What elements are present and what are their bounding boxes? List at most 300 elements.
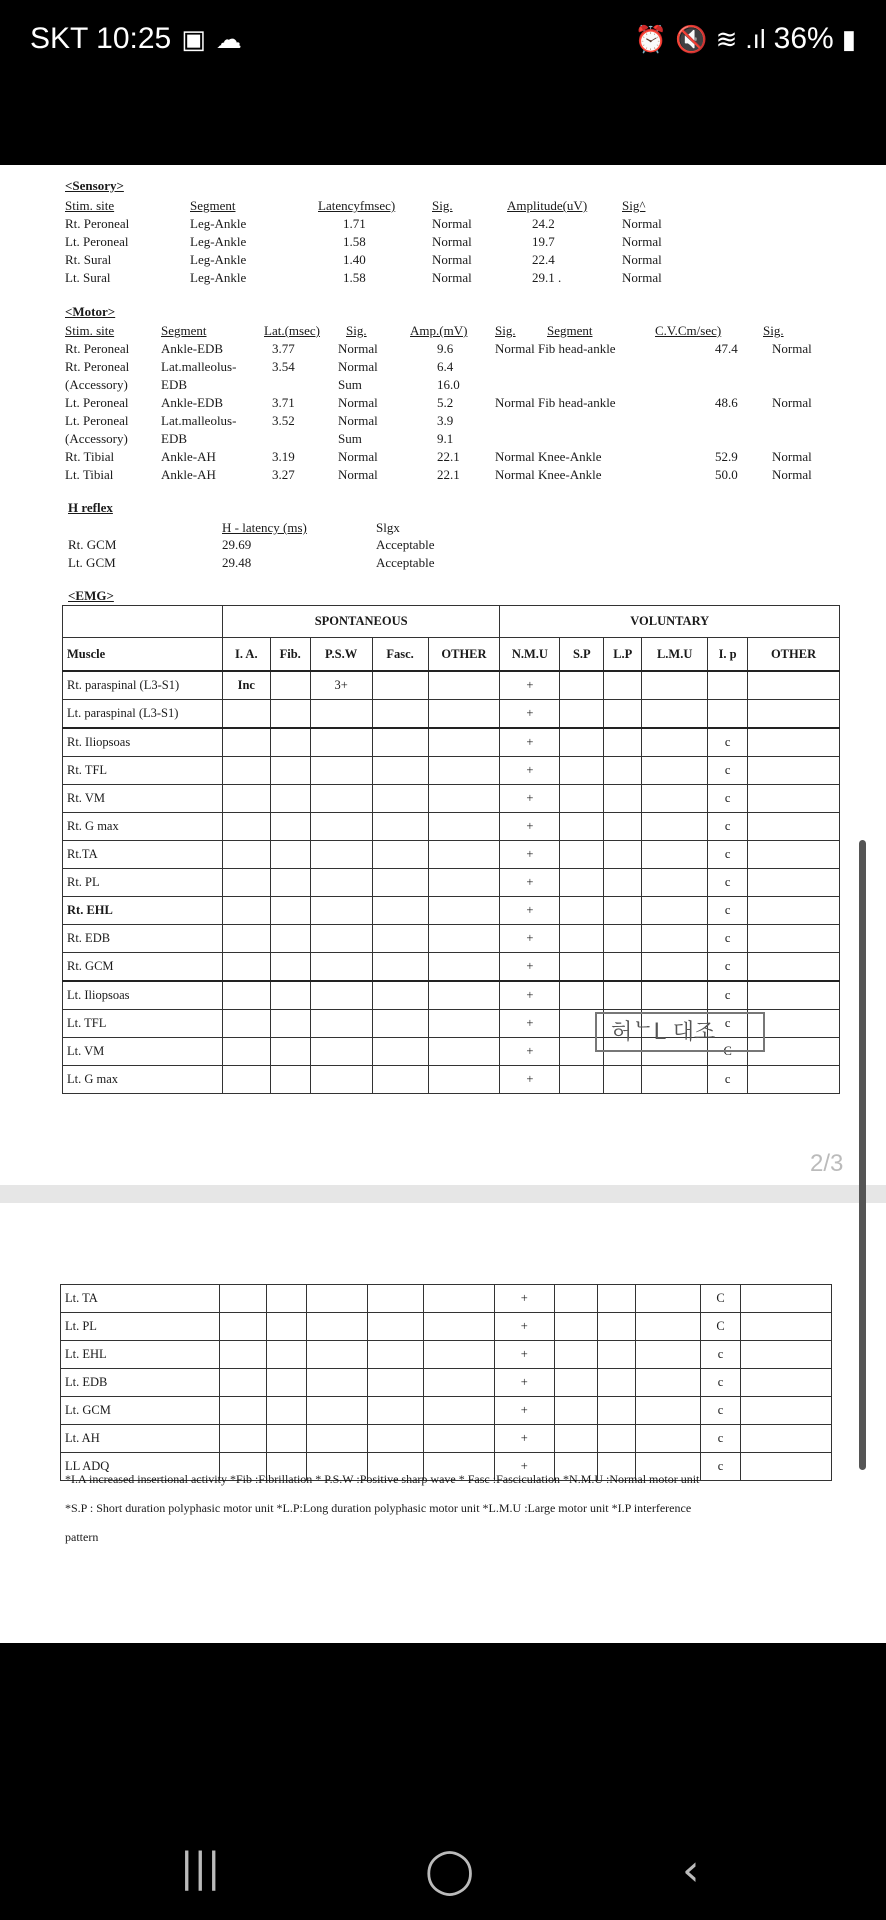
emg-cell (642, 1066, 708, 1094)
motor-cell: Normal (338, 413, 378, 428)
motor-header: Segment (161, 323, 207, 338)
emg-cell: Rt. EDB (63, 925, 223, 953)
h-reflex-cell: Lt. GCM (68, 555, 116, 570)
emg-cell: C (708, 1038, 748, 1066)
emg-cell (372, 813, 428, 841)
emg-cell (428, 1010, 500, 1038)
emg-cell (560, 813, 604, 841)
emg-cell (267, 1313, 307, 1341)
emg-cell (306, 1369, 367, 1397)
emg-cell (372, 700, 428, 729)
emg-cell (270, 981, 310, 1010)
emg-column-header: L.P (604, 638, 642, 672)
wifi-icon: ≋ (715, 24, 738, 54)
emg-cell (428, 897, 500, 925)
emg-cell: Lt. GCM (61, 1397, 220, 1425)
motor-cell: 3.52 (272, 413, 295, 428)
emg-cell: c (708, 981, 748, 1010)
emg-cell (560, 700, 604, 729)
emg-cell (306, 1285, 367, 1313)
emg-cell (642, 925, 708, 953)
scrollbar[interactable] (859, 840, 866, 1470)
emg-cell (554, 1313, 598, 1341)
emg-cell (560, 953, 604, 982)
emg-cell (554, 1341, 598, 1369)
emg-cell (368, 1369, 423, 1397)
emg-cell: + (495, 1341, 554, 1369)
emg-cell (372, 1066, 428, 1094)
emg-cell (748, 757, 840, 785)
emg-cell (554, 1369, 598, 1397)
motor-header: Amp.(mV) (410, 323, 468, 338)
emg-cell: 3+ (310, 671, 372, 700)
emg-cell: + (495, 1369, 554, 1397)
sensory-cell: 1.58 (343, 234, 366, 249)
sensory-header: Segment (190, 198, 236, 213)
emg-cell (604, 757, 642, 785)
emg-cell (748, 728, 840, 757)
motor-header: Lat.(msec) (264, 323, 320, 338)
emg-cell: Lt. EDB (61, 1369, 220, 1397)
emg-cell: c (708, 925, 748, 953)
emg-cell: + (500, 728, 560, 757)
emg-cell (642, 953, 708, 982)
home-button[interactable]: ◯ (425, 1845, 475, 1896)
table-row (63, 671, 840, 700)
emg-cell (748, 869, 840, 897)
status-bar (0, 0, 886, 165)
motor-cell: 3.54 (272, 359, 295, 374)
emg-cell: + (500, 1010, 560, 1038)
motor-header: C.V.Cm/sec) (655, 323, 722, 338)
emg-cell (635, 1397, 700, 1425)
emg-cell: c (701, 1397, 741, 1425)
emg-cell (740, 1397, 831, 1425)
motor-cell: Normal Fib head-ankle (495, 395, 616, 410)
motor-cell: Rt. Peroneal (65, 341, 130, 356)
emg-cell: Rt. paraspinal (L3-S1) (63, 671, 223, 700)
emg-cell (598, 1285, 636, 1313)
emg-cell (604, 841, 642, 869)
emg-cell (598, 1425, 636, 1453)
emg-cell (368, 1341, 423, 1369)
motor-cell: 22.1 (437, 449, 460, 464)
back-button[interactable]: ‹ (682, 1845, 700, 1896)
emg-cell (748, 785, 840, 813)
table-row (63, 728, 840, 757)
motor-cell: 22.1 (437, 467, 460, 482)
h-reflex-header: H - latency (ms) (222, 520, 307, 535)
emg-cell (267, 1285, 307, 1313)
emg-cell (748, 813, 840, 841)
emg-cell: Rt. EHL (63, 897, 223, 925)
table-row (63, 700, 840, 729)
sensory-cell: Normal (622, 216, 662, 231)
h-reflex-cell: Rt. GCM (68, 537, 117, 552)
emg-cell (372, 841, 428, 869)
recent-apps-button[interactable]: ||| (180, 1845, 221, 1891)
emg-cell (270, 1038, 310, 1066)
sensory-header: Amplitude(uV) (507, 198, 588, 213)
motor-header: Sig. (763, 323, 784, 338)
sensory-cell: 19.7 (532, 234, 555, 249)
emg-cell (748, 841, 840, 869)
emg-cell: + (500, 841, 560, 869)
sensory-cell: 1.71 (343, 216, 366, 231)
table-row (61, 1285, 832, 1313)
cloud-icon: ☁ (215, 24, 242, 54)
emg-cell (267, 1425, 307, 1453)
footnote-line: *S.P : Short duration polyphasic motor unit *L.P:Long duration polyphasic motor unit *L.M.U :Large motor unit *I.P interference (65, 1501, 692, 1515)
emg-cell (748, 981, 840, 1010)
emg-cell (598, 1341, 636, 1369)
emg-cell (423, 1369, 494, 1397)
emg-cell (560, 785, 604, 813)
sensory-cell: Normal (622, 252, 662, 267)
emg-cell (423, 1285, 494, 1313)
emg-cell (310, 1066, 372, 1094)
emg-cell (642, 757, 708, 785)
emg-cell (310, 700, 372, 729)
emg-cell (372, 757, 428, 785)
emg-cell (740, 1341, 831, 1369)
emg-cell (604, 869, 642, 897)
h-reflex-header: Slgx (376, 520, 400, 535)
emg-cell: Lt. TA (61, 1285, 220, 1313)
table-row (63, 925, 840, 953)
motor-cell: (Accessory) (65, 377, 128, 392)
motor-cell: 16.0 (437, 377, 460, 392)
emg-cell: + (500, 1038, 560, 1066)
sensory-cell: Normal (432, 234, 472, 249)
emg-cell: c (708, 841, 748, 869)
emg-cell (219, 1369, 267, 1397)
emg-cell (219, 1285, 267, 1313)
sensory-title: <Sensory> (65, 178, 124, 193)
table-row (63, 757, 840, 785)
voluntary-header: VOLUNTARY (500, 606, 840, 638)
sensory-cell: Normal (432, 252, 472, 267)
emg-cell (642, 813, 708, 841)
emg-cell: Rt. PL (63, 869, 223, 897)
emg-cell (423, 1425, 494, 1453)
emg-cell (428, 841, 500, 869)
sensory-cell: 1.58 (343, 270, 366, 285)
emg-cell (222, 841, 270, 869)
emg-cell (604, 897, 642, 925)
sensory-cell: Normal (432, 270, 472, 285)
emg-cell (708, 671, 748, 700)
emg-cell (310, 841, 372, 869)
emg-cell (635, 1369, 700, 1397)
battery-level: 36% (773, 22, 834, 55)
emg-cell (423, 1341, 494, 1369)
emg-cell (270, 1066, 310, 1094)
sensory-header: Sig. (432, 198, 453, 213)
footnote-line: pattern (65, 1530, 99, 1544)
emg-cell: + (500, 671, 560, 700)
group-header-blank (63, 606, 223, 638)
emg-cell (310, 813, 372, 841)
emg-cell (554, 1425, 598, 1453)
emg-cell (310, 757, 372, 785)
emg-cell (270, 757, 310, 785)
emg-cell (642, 785, 708, 813)
sensory-cell: Lt. Peroneal (65, 234, 129, 249)
motor-cell: Rt. Peroneal (65, 359, 130, 374)
motor-cell: 9.1 (437, 431, 454, 446)
emg-cell: c (708, 813, 748, 841)
motor-cell: Normal (772, 395, 812, 410)
page-number: 2/3 (810, 1150, 844, 1177)
emg-table-page2 (60, 1284, 832, 1481)
motor-cell: Lat.malleolus- (161, 359, 237, 374)
emg-cell (604, 925, 642, 953)
emg-cell (560, 897, 604, 925)
motor-cell: Normal Knee-Ankle (495, 467, 602, 482)
emg-column-header: Muscle (63, 638, 223, 672)
motor-cell: Normal (772, 341, 812, 356)
emg-cell: + (495, 1285, 554, 1313)
table-row (61, 1369, 832, 1397)
emg-cell (372, 728, 428, 757)
emg-cell (310, 1038, 372, 1066)
emg-cell (270, 841, 310, 869)
emg-cell: LL ADQ (61, 1453, 220, 1481)
sensory-cell: Lt. Sural (65, 270, 111, 285)
motor-cell: (Accessory) (65, 431, 128, 446)
emg-cell (372, 671, 428, 700)
emg-cell: + (500, 981, 560, 1010)
emg-cell (598, 1397, 636, 1425)
emg-cell (270, 897, 310, 925)
emg-cell (560, 757, 604, 785)
emg-cell (368, 1313, 423, 1341)
table-row (61, 1397, 832, 1425)
emg-cell: + (495, 1425, 554, 1453)
motor-cell: Ankle-EDB (161, 395, 224, 410)
emg-cell (222, 869, 270, 897)
emg-cell (372, 869, 428, 897)
emg-cell (554, 1285, 598, 1313)
emg-cell (560, 1066, 604, 1094)
emg-cell (748, 953, 840, 982)
emg-cell (270, 700, 310, 729)
emg-cell (740, 1369, 831, 1397)
table-row (61, 1341, 832, 1369)
sensory-cell: Leg-Ankle (190, 216, 247, 231)
emg-cell: c (701, 1369, 741, 1397)
sensory-cell: Normal (432, 216, 472, 231)
spontaneous-header: SPONTANEOUS (222, 606, 500, 638)
emg-column-header: Fasc. (372, 638, 428, 672)
emg-cell (310, 728, 372, 757)
motor-cell: Rt. Tibial (65, 449, 115, 464)
sensory-cell: Leg-Ankle (190, 270, 247, 285)
motor-cell: Normal (338, 341, 378, 356)
emg-cell (560, 869, 604, 897)
sensory-cell: 1.40 (343, 252, 366, 267)
sensory-cell: Leg-Ankle (190, 234, 247, 249)
emg-cell (598, 1313, 636, 1341)
emg-cell (368, 1425, 423, 1453)
emg-cell (222, 700, 270, 729)
motor-cell: Lt. Peroneal (65, 395, 129, 410)
emg-column-header: S.P (560, 638, 604, 672)
emg-cell (604, 785, 642, 813)
emg-cell (604, 728, 642, 757)
table-row (63, 1066, 840, 1094)
sensory-cell: Normal (622, 234, 662, 249)
emg-cell (604, 813, 642, 841)
emg-column-header: Fib. (270, 638, 310, 672)
emg-cell (748, 671, 840, 700)
emg-cell (642, 841, 708, 869)
motor-cell: Lat.malleolus- (161, 413, 237, 428)
motor-cell: Normal Knee-Ankle (495, 449, 602, 464)
emg-cell: + (495, 1453, 554, 1481)
emg-cell (306, 1397, 367, 1425)
emg-cell (560, 925, 604, 953)
sensory-header: Sig^ (622, 198, 646, 213)
emg-cell (270, 671, 310, 700)
emg-cell (310, 1010, 372, 1038)
motor-cell: 3.77 (272, 341, 295, 356)
emg-cell (428, 813, 500, 841)
table-row (63, 897, 840, 925)
sensory-header: Latencyfmsec) (318, 198, 396, 213)
motor-cell: 52.9 (715, 449, 738, 464)
motor-cell: 47.4 (715, 341, 738, 356)
emg-cell: + (495, 1313, 554, 1341)
sensory-cell: Rt. Peroneal (65, 216, 130, 231)
emg-cell (428, 757, 500, 785)
motor-cell: 9.6 (437, 341, 454, 356)
emg-cell (748, 700, 840, 729)
table-row (61, 1425, 832, 1453)
carrier-time: SKT 10:25 (30, 22, 172, 55)
table-row (63, 981, 840, 1010)
emg-cell (270, 1010, 310, 1038)
sensory-cell: 29.1 . (532, 270, 562, 285)
emg-cell: + (500, 869, 560, 897)
emg-cell (560, 728, 604, 757)
h-reflex-title: H reflex (68, 500, 113, 515)
emg-cell (310, 953, 372, 982)
emg-cell: + (500, 757, 560, 785)
emg-cell (642, 700, 708, 729)
emg-cell (428, 785, 500, 813)
emg-cell (708, 700, 748, 729)
emg-cell (428, 1038, 500, 1066)
emg-cell (748, 925, 840, 953)
motor-cell: 3.27 (272, 467, 295, 482)
emg-cell: Rt. GCM (63, 953, 223, 982)
emg-cell: Lt. Iliopsoas (63, 981, 223, 1010)
motor-header: Stim. site (65, 323, 115, 338)
emg-cell (740, 1425, 831, 1453)
emg-cell (642, 869, 708, 897)
emg-cell (222, 785, 270, 813)
emg-cell: + (500, 700, 560, 729)
emg-cell (642, 728, 708, 757)
emg-cell (270, 813, 310, 841)
motor-cell: Normal (772, 449, 812, 464)
motor-cell: Ankle-AH (161, 449, 216, 464)
emg-cell: + (500, 897, 560, 925)
emg-cell (372, 953, 428, 982)
stamp-text: 허ᄂL 대조 (611, 1020, 716, 1045)
alarm-icon: ⏰ (634, 24, 668, 54)
emg-column-header: OTHER (428, 638, 500, 672)
emg-cell (270, 925, 310, 953)
emg-cell (642, 671, 708, 700)
motor-cell: Normal (338, 359, 378, 374)
motor-cell: EDB (161, 431, 187, 446)
emg-cell: c (708, 869, 748, 897)
emg-cell (635, 1341, 700, 1369)
emg-cell (310, 897, 372, 925)
emg-cell (748, 897, 840, 925)
h-reflex-cell: 29.48 (222, 555, 252, 570)
emg-cell (560, 981, 604, 1010)
motor-cell: 5.2 (437, 395, 454, 410)
emg-cell (219, 1341, 267, 1369)
motor-cell: 3.71 (272, 395, 295, 410)
sensory-header: Stim. site (65, 198, 115, 213)
motor-cell: Lt. Tibial (65, 467, 114, 482)
emg-cell: Lt. PL (61, 1313, 220, 1341)
emg-cell: Lt. VM (63, 1038, 223, 1066)
emg-cell: c (701, 1341, 741, 1369)
emg-cell: Lt. TFL (63, 1010, 223, 1038)
emg-cell (222, 981, 270, 1010)
emg-cell: C (701, 1313, 741, 1341)
motor-cell: Normal (338, 467, 378, 482)
emg-cell: Lt. EHL (61, 1341, 220, 1369)
emg-cell (270, 953, 310, 982)
sensory-cell: Rt. Sural (65, 252, 112, 267)
emg-cell: + (495, 1397, 554, 1425)
emg-cell (306, 1341, 367, 1369)
motor-cell: Normal (772, 467, 812, 482)
emg-cell (310, 981, 372, 1010)
emg-column-header: I. A. (222, 638, 270, 672)
emg-cell: c (708, 757, 748, 785)
emg-cell (604, 700, 642, 729)
footnotes (65, 1465, 865, 1552)
emg-cell (270, 785, 310, 813)
table-row (61, 1313, 832, 1341)
emg-cell (598, 1369, 636, 1397)
emg-column-header: N.M.U (500, 638, 560, 672)
emg-cell (604, 981, 642, 1010)
motor-cell: Sum (338, 377, 362, 392)
motor-cell: Normal (338, 449, 378, 464)
h-reflex-cell: Acceptable (376, 555, 435, 570)
emg-cell: Inc (222, 671, 270, 700)
emg-cell (267, 1397, 307, 1425)
emg-cell (222, 1066, 270, 1094)
motor-header: Segment (547, 323, 593, 338)
emg-cell (368, 1397, 423, 1425)
motor-title: <Motor> (65, 304, 116, 319)
emg-title: <EMG> (68, 588, 114, 603)
emg-cell (372, 1038, 428, 1066)
emg-cell: + (500, 953, 560, 982)
sensory-cell: 22.4 (532, 252, 555, 267)
emg-cell: Rt. Iliopsoas (63, 728, 223, 757)
